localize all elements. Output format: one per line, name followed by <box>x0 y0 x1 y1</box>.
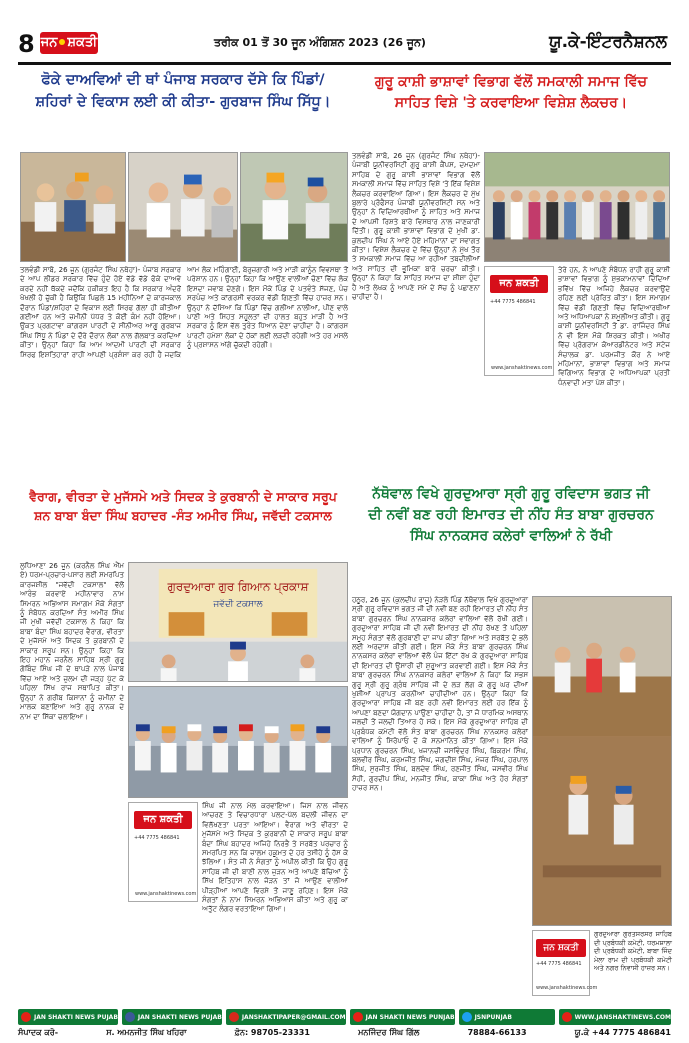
article-2-headline-line-1: ਗੁਰੂ ਕਾਸ਼ੀ ਭਾਸ਼ਾਵਾਂ ਵਿਭਾਗ ਵੱਲੋਂ ਸਮਕਾਲੀ ਸਮਾਜ ਵਿੱਚ <box>374 74 648 90</box>
footer-social-bar <box>18 1009 671 1025</box>
article-3-photo <box>532 596 672 926</box>
globe-icon <box>562 1012 572 1022</box>
article-4-headline-line-2: ਸ਼ਨ ਬਾਬਾ ਬੰਦਾ ਸਿੰਘ ਬਹਾਦਰ -ਸੰਤ ਅਮੀਰ ਸਿੰਘ, ਜਵੱਦੀ ਟਕਸਾਲ <box>34 507 332 523</box>
article-1-headline <box>18 70 348 150</box>
ad-box-4 <box>128 802 198 902</box>
article-4-photo-2 <box>128 686 348 798</box>
section-title: ਯੂ.ਕੇ-ਇੰਟਰਨੈਸ਼ਨਲ <box>549 32 667 52</box>
article-2-headline-line-2: ਸਾਹਿਤ ਵਿਸ਼ੇ 'ਤੇ ਕਰਵਾਇਆ ਵਿਸ਼ੇਸ਼ ਲੈਕਚਰ। <box>394 95 628 111</box>
date-line: ਤਰੀਕ 01 ਤੋਂ 30 ਜੂਨ ਅੰਗਿਸ਼ਨ 2023 (26 ਜੂਨ) <box>214 36 426 49</box>
ad-4-phone: +44 7775 486841 <box>134 835 180 841</box>
article-4-body-left: ਲੁਧਿਆਣਾ 26 ਜੂਨ (ਕਰਨੈਲ ਸਿੰਘ ਐੱਮ ਏ) ਧਰਮ-ਪ੍ਰਚਾਰ-ਪਸਾਰ ਲਈ ਸਮਰਪਿਤ ਕਾਰਜਸ਼ੀਲ "ਜਵੱਦੀ ਟਕਸਾਲ" ਵੱਲੋਂ ਆਰੰਭ ਕਰਵਾਏ ਮਹੀਨਾਵਾਰ ਨਾਮ ਸਿਮਰਨ ਅਭਿਆਸ ਸਮਾਗਮ ਮੌਕੇ ਸੰਗਤਾਂ ਨੂੰ ਸੰਬੋਧਨ ਕਰਦਿਆਂ ਸੰਤ ਅਮੀਰ ਸਿੰਘ ਜੀ ਮੁਖੀ ਜਵੱਦੀ ਟਕਸਾਲ ਨੇ ਕਿਹਾ ਕਿ ਬਾਬਾ ਬੰਦਾ ਸਿੰਘ ਬਹਾਦਰ ਵੈਰਾਗ, ਵੀਰਤਾ ਦੇ ਮੁਜੱਸਮੇ ਅਤੇ ਸਿਦਕ ਤੇ ਕੁਰਬਾਨੀ ਦੇ ਸਾਕਾਰ ਸਰੂਪ ਸਨ। ਉਨ੍ਹਾਂ ਕਿਹਾ ਕਿ ਇਹ ਮਹਾਨ ਜਰਨੈਲ ਸਾਹਿਬ ਸ੍ਰੀ ਗੁਰੂ ਗੋਬਿੰਦ ਸਿੰਘ ਜੀ ਦੇ ਥਾਪੜੇ ਨਾਲ ਪੰਜਾਬ ਵਿੱਚ ਆਏ ਅਤੇ ਜ਼ੁਲਮ ਦੀ ਜੜ੍ਹ ਪੁੱਟ ਕੇ ਪਹਿਲਾ ਸਿੱਖ ਰਾਜ ਸਥਾਪਿਤ ਕੀਤਾ। ਉਨ੍ਹਾਂ ਨੇ ਗਰੀਬ ਕਿਸਾਨਾਂ ਨੂੰ ਜ਼ਮੀਨਾਂ ਦੇ ਮਾਲਕ ਬਣਾਇਆ ਅਤੇ ਗੁਰੂ ਨਾਨਕ ਦੇ ਨਾਮ ਦਾ ਸਿੱਕਾ ਚਲਾਇਆ। <box>20 562 124 721</box>
article-3-photo-caption: ਗੁਰਦੁਆਰਾ ਗੁਰਤਸਰਸਰ ਸਾਹਿਬ ਦੀ ਪ੍ਰਬੰਧਕੀ ਕਮੇਟੀ, ਧਰਮਸ਼ਾਲਾ ਦੀ ਪ੍ਰਬੰਧਕੀ ਕਮੇਟੀ, ਬਾਬਾ ਜਿੰਦ ਮੇਲਾ ਰਾਮ ਦੀ ਪ੍ਰਬੰਧਕੀ ਕਮੇਟੀ ਅਤੇ ਨਗਰ ਨਿਵਾਸੀ ਹਾਜ਼ਰ ਸਨ। <box>594 930 672 973</box>
footer-phone-1: ਫ਼ੋਨ: 98705-23331 <box>234 1028 310 1037</box>
article-4-headline <box>18 488 348 548</box>
article-2-photo <box>484 152 670 262</box>
article-2-body-left: ਤਲਵੰਡੀ ਸਾਬੋ, 26 ਜੂਨ (ਗੁਰਜੰਟ ਸਿੰਘ ਨਥੇਹਾ)- ਪੰਜਾਬੀ ਯੂਨੀਵਰਸਿਟੀ ਗੁਰੂ ਕਾਸ਼ੀ ਕੈਂਪਸ, ਦਮਦਮਾ ਸਾਹਿਬ ਦੇ ਗੁਰੂ ਕਾਸ਼ੀ ਭਾਸ਼ਾਵਾਂ ਵਿਭਾਗ ਵੱਲੋਂ ਸਮਕਾਲੀ ਸਮਾਜ ਵਿੱਚ ਸਾਹਿਤ ਵਿਸ਼ੇ 'ਤੇ ਇੱਕ ਵਿਸ਼ੇਸ਼ ਲੈਕਚਰ ਕਰਵਾਇਆ ਗਿਆ। ਇਸ ਲੈਕਚਰ ਦੇ ਮੁੱਖ ਬੁਲਾਰੇ ਪ੍ਰੋਫੈਸਰ ਪੰਜਾਬੀ ਯੂਨੀਵਰਸਿਟੀ ਸਨ ਅਤੇ ਉਨ੍ਹਾਂ ਨੇ ਵਿਦਿਆਰਥੀਆਂ ਨੂੰ ਸਾਹਿਤ ਅਤੇ ਸਮਾਜ ਦੇ ਆਪਸੀ ਰਿਸ਼ਤੇ ਬਾਰੇ ਵਿਸਥਾਰ ਨਾਲ ਜਾਣਕਾਰੀ ਦਿੱਤੀ। ਗੁਰੂ ਕਾਸ਼ੀ ਭਾਸ਼ਾਵਾਂ ਵਿਭਾਗ ਦੇ ਮੁਖੀ ਡਾ. ਕੁਲਦੀਪ ਸਿੰਘ ਨੇ ਆਏ ਹੋਏ ਮਹਿਮਾਨਾਂ ਦਾ ਸਵਾਗਤ ਕੀਤਾ। ਵਿਸ਼ੇਸ਼ ਲੈਕਚਰ ਦੇ ਵਿੱਚ ਉਨ੍ਹਾਂ ਨੇ ਮੁੱਖ ਤੌਰ ਤੇ ਸਮਕਾਲੀ ਸਮਾਜ ਵਿੱਚ ਆ ਰਹੀਆਂ ਤਬਦੀਲੀਆਂ ਅਤੇ ਸਾਹਿਤ ਦੀ ਭੂਮਿਕਾ ਬਾਰੇ ਚਰਚਾ ਕੀਤੀ। ਉਨ੍ਹਾਂ ਨੇ ਕਿਹਾ ਕਿ ਸਾਹਿਤ ਸਮਾਜ ਦਾ ਸ਼ੀਸ਼ਾ ਹੁੰਦਾ ਹੈ ਅਤੇ ਲੇਖਕ ਨੂੰ ਆਪਣੇ ਸਮੇਂ ਦੇ ਸੱਚ ਨੂੰ ਪਛਾਣਨਾ ਚਾਹੀਦਾ ਹੈ। <box>352 152 480 302</box>
article-1-headline-line-1: ਫੋਕੇ ਦਾਅਵਿਆਂ ਦੀ ਥਾਂ ਪੰਜਾਬ ਸਰਕਾਰ ਦੱਸੇ ਕਿ ਪਿੰਡਾਂ/ <box>41 72 325 88</box>
article-3-body: ਹਠੂਰ, 26 ਜੂਨ (ਕੁਲਦੀਪ ਰਾਜੂ) ਨੇੜਲੇ ਪਿੰਡ ਨੱਥੋਵਾਲ ਵਿਖੇ ਗੁਰਦੁਆਰਾ ਸ੍ਰੀ ਗੁਰੂ ਰਵਿਦਾਸ ਭਗਤ ਜੀ ਦੀ ਨਵੀਂ ਬਣ ਰਹੀ ਇਮਾਰਤ ਦੀ ਨੀਂਹ ਸੰਤ ਬਾਬਾ ਗੁਰਚਰਨ ਸਿੰਘ ਨਾਨਕਸਰ ਕਲੇਰਾਂ ਵਾਲਿਆਂ ਵੱਲੋਂ ਰੱਖੀ ਗਈ। ਗੁਰਦੁਆਰਾ ਸਾਹਿਬ ਜੀ ਦੀ ਨਵੀਂ ਇਮਾਰਤ ਦੀ ਨੀਂਹ ਰੱਖਣ ਤੋਂ ਪਹਿਲਾਂ ਸਮੂਹ ਸੰਗਤਾਂ ਵੱਲੋਂ ਗੁਰਬਾਣੀ ਦਾ ਜਾਪ ਕੀਤਾ ਗਿਆ ਅਤੇ ਸਰਬੱਤ ਦੇ ਭਲੇ ਲਈ ਅਰਦਾਸ ਕੀਤੀ ਗਈ। ਇਸ ਮੌਕੇ ਸੰਤ ਬਾਬਾ ਗੁਰਚਰਨ ਸਿੰਘ ਨਾਨਕਸਰ ਕਲੇਰਾਂ ਵਾਲਿਆਂ ਵੱਲੋਂ ਪੰਜ ਇੱਟਾਂ ਰੱਖ ਕੇ ਗੁਰਦੁਆਰਾ ਸਾਹਿਬ ਦੀ ਇਮਾਰਤ ਦੀ ਉਸਾਰੀ ਦੀ ਸ਼ੁਰੂਆਤ ਕਰਵਾਈ ਗਈ। ਇਸ ਮੌਕੇ ਸੰਤ ਬਾਬਾ ਗੁਰਚਰਨ ਸਿੰਘ ਨਾਨਕਸਰ ਕਲੇਰਾਂ ਵਾਲਿਆਂ ਨੇ ਕਿਹਾ ਕਿ ਸਭਸ ਗੁਰੂ ਸ੍ਰੀ ਗੁਰੂ ਗ੍ਰੰਥ ਸਾਹਿਬ ਜੀ ਦੇ ਲੜ ਲੱਗ ਕੇ ਗੁਰੂ ਘਰ ਦੀਆਂ ਖੁਸ਼ੀਆਂ ਪ੍ਰਾਪਤ ਕਰਨੀਆਂ ਚਾਹੀਦੀਆਂ ਹਨ। ਉਨ੍ਹਾਂ ਕਿਹਾ ਕਿ ਗੁਰਦੁਆਰਾ ਸਾਹਿਬ ਜੀ ਬਣ ਰਹੀ ਨਵੀਂ ਇਮਾਰਤ ਲਈ ਹਰ ਇੱਕ ਨੂੰ ਆਪਣਾ ਬਣਦਾ ਯੋਗਦਾਨ ਪਾਉਣਾ ਚਾਹੀਦਾ ਹੈ, ਤਾਂ ਜੋ ਧਾਰਮਿਕ ਅਸਥਾਨ ਜਲਦੀ ਤੋਂ ਜਲਦੀ ਤਿਆਰ ਹੋ ਸਕੇ। ਇਸ ਮੌਕੇ ਗੁਰਦੁਆਰਾ ਸਾਹਿਬ ਦੀ ਪ੍ਰਬੰਧਕ ਕਮੇਟੀ ਵੱਲੋਂ ਸੰਤ ਬਾਬਾ ਗੁਰਚਰਨ ਸਿੰਘ ਨਾਨਕਸਰ ਕਲੇਰਾਂ ਵਾਲਿਆਂ ਨੂੰ ਸਿਰੋਪਾਓ ਦੇ ਕੇ ਸਨਮਾਨਿਤ ਕੀਤਾ ਗਿਆ। ਇਸ ਮੌਕੇ ਪ੍ਰਧਾਨ ਗੁਰਚਰਨ ਸਿੰਘ, ਖਜਾਨਚੀ ਜਸਵਿੰਦਰ ਸਿੰਘ, ਬਿਕਰਮ ਸਿੰਘ, ਬਲਵੀਰ ਸਿੰਘ, ਕਰਮਜੀਤ ਸਿੰਘ, ਜਗਦੀਸ਼ ਸਿੰਘ, ਮੇਜਰ ਸਿੰਘ, ਹਰਪਾਲ ਸਿੰਘ, ਸੁਰਜੀਤ ਸਿੰਘ, ਬਲਦੇਵ ਸਿੰਘ, ਰਣਜੀਤ ਸਿੰਘ, ਜਸਵੀਰ ਸਿੰਘ ਸੋਹੀ, ਗੁਰਦੀਪ ਸਿੰਘ, ਮਨਜੀਤ ਸਿੰਘ, ਕਾਕਾ ਸਿੰਘ ਅਤੇ ਹੋਰ ਸੰਗਤਾਂ ਹਾਜ਼ਰ ਸਨ। <box>352 596 528 793</box>
footer-item-label: JAN SHAKTI NEWS PUNJAB <box>365 1013 455 1021</box>
ad-1-phone: +44 7775 486841 <box>490 299 536 305</box>
article-1-photo-1 <box>20 152 126 262</box>
footer-editor-label: ਸੰਪਾਦਕ ਕਰੋ- <box>18 1028 59 1037</box>
ad-3-website: www.janshaktinews.com <box>536 985 598 991</box>
ad-box-3 <box>532 930 598 996</box>
article-2-headline <box>352 72 670 150</box>
footer-twitter-link[interactable] <box>459 1009 555 1025</box>
article-2-body-right: ਤੇਰੇ ਹਨ, ਨੇ ਆਪਣੇ ਸੰਬੋਧਨ ਰਾਹੀਂ ਗੁਰੂ ਕਾਸ਼ੀ ਭਾਸ਼ਾਵਾਂ ਵਿਭਾਗ ਨੂੰ ਸ਼ੁਭਕਾਮਨਾਵਾਂ ਦਿੰਦਿਆਂ ਭਵਿੱਖ ਵਿੱਚ ਅਜਿਹੇ ਲੈਕਚਰ ਕਰਵਾਉਂਦੇ ਰਹਿਣ ਲਈ ਪ੍ਰੇਰਿਤ ਕੀਤਾ। ਇਸ ਸਮਾਗਮ ਵਿੱਚ ਵੱਡੀ ਗਿਣਤੀ ਵਿੱਚ ਵਿਦਿਆਰਥੀਆਂ ਅਤੇ ਅਧਿਆਪਕਾਂ ਨੇ ਸ਼ਮੂਲੀਅਤ ਕੀਤੀ। ਗੁਰੂ ਕਾਸ਼ੀ ਯੂਨੀਵਰਸਿਟੀ ਤੋਂ ਡਾ. ਰਾਜਿੰਦਰ ਸਿੰਘ ਨੇ ਵੀ ਇਸ ਮੌਕੇ ਸ਼ਿਰਕਤ ਕੀਤੀ। ਅਖੀਰ ਵਿੱਚ ਪ੍ਰੋਗਰਾਮ ਕੋਆਰਡੀਨੇਟਰ ਅਤੇ ਸਟੇਜ ਸੰਚਾਲਕ ਡਾ. ਪਰਮਜੀਤ ਕੌਰ ਨੇ ਆਏ ਮਹਿਮਾਨਾਂ, ਭਾਸ਼ਾਵਾਂ ਵਿਭਾਗ ਅਤੇ ਸਮਾਜ ਵਿਗਿਆਨ ਵਿਭਾਗ ਦੇ ਅਧਿਆਪਕਾਂ ਪ੍ਰਤੀ ਧੰਨਵਾਦੀ ਮਤਾ ਪੇਸ਼ ਕੀਤਾ। <box>558 266 670 387</box>
article-1-body: ਤਲਵੰਡੀ ਸਾਬੋ, 26 ਜੂਨ (ਗੁਰਜੰਟ ਸਿੰਘ ਨਥੇਹਾ)- ਪੰਜਾਬ ਸਰਕਾਰ ਦੇ ਆਪ ਲੀਡਰ ਸਰਕਾਰ ਵਿੱਚ ਹੁੰਦੇ ਹੋਏ ਵੱਡੇ ਵੱਡੇ ਫੋਕੇ ਦਾਅਵੇ ਕਰਦੇ ਨਹੀਂ ਥੱਕਦੇ ਜਦੋਂਕਿ ਹਕੀਕਤ ਇਹ ਹੈ ਕਿ ਸਰਕਾਰ ਅੰਦਰੋਂ ਖੋਖਲੀ ਹੋ ਚੁੱਕੀ ਹੈ ਕਿਉਂਕਿ ਪਿਛਲੇ 15 ਮਹੀਨਿਆਂ ਦੇ ਕਾਰਜਕਾਲ ਦੌਰਾਨ ਪਿੰਡਾਂ/ਸ਼ਹਿਰਾਂ ਦੇ ਵਿਕਾਸ ਲਈ ਸਿਰਫ ਗੱਲਾਂ ਹੀ ਕੀਤੀਆਂ ਗਈਆਂ ਹਨ ਅਤੇ ਜ਼ਮੀਨੀ ਪੱਧਰ ਤੇ ਕੋਈ ਕੰਮ ਨਹੀਂ ਹੋਇਆ। ਉਕਤ ਪ੍ਰਗਟਾਵਾ ਕਾਂਗਰਸ ਪਾਰਟੀ ਦੇ ਸੀਨੀਅਰ ਆਗੂ ਗੁਰਬਾਜ ਸਿੰਘ ਸਿੱਧੂ ਨੇ ਪਿੰਡਾਂ ਦੇ ਦੌਰੇ ਦੌਰਾਨ ਲੋਕਾਂ ਨਾਲ ਗੱਲਬਾਤ ਕਰਦਿਆਂ ਕੀਤਾ। ਉਨ੍ਹਾਂ ਕਿਹਾ ਕਿ ਆਮ ਆਦਮੀ ਪਾਰਟੀ ਦੀ ਸਰਕਾਰ ਸਿਰਫ ਇਸ਼ਤਿਹਾਰਾਂ ਰਾਹੀਂ ਆਪਣੀ ਪ੍ਰਸ਼ੰਸਾ ਕਰ ਰਹੀ ਹੈ ਜਦਕਿ ਆਮ ਲੋਕ ਮਹਿੰਗਾਈ, ਬੇਰੁਜ਼ਗਾਰੀ ਅਤੇ ਮਾੜੀ ਕਾਨੂੰਨ ਵਿਵਸਥਾ ਤੋਂ ਪਰੇਸ਼ਾਨ ਹਨ। ਉਨ੍ਹਾਂ ਕਿਹਾ ਕਿ ਆਉਣ ਵਾਲੀਆਂ ਚੋਣਾਂ ਵਿੱਚ ਲੋਕ ਇਸਦਾ ਜਵਾਬ ਦੇਣਗੇ। ਇਸ ਮੌਕੇ ਪਿੰਡ ਦੇ ਪਤਵੰਤੇ ਸੱਜਣ, ਪੰਚ ਸਰਪੰਚ ਅਤੇ ਕਾਂਗਰਸੀ ਵਰਕਰ ਵੱਡੀ ਗਿਣਤੀ ਵਿੱਚ ਹਾਜ਼ਰ ਸਨ। ਉਨ੍ਹਾਂ ਨੇ ਦੱਸਿਆ ਕਿ ਪਿੰਡਾਂ ਵਿੱਚ ਗਲੀਆਂ ਨਾਲੀਆਂ, ਪੀਣ ਵਾਲੇ ਪਾਣੀ ਅਤੇ ਸਿਹਤ ਸਹੂਲਤਾਂ ਦੀ ਹਾਲਤ ਬਹੁਤ ਮਾੜੀ ਹੈ ਅਤੇ ਸਰਕਾਰ ਨੂੰ ਇਸ ਵੱਲ ਤੁਰੰਤ ਧਿਆਨ ਦੇਣਾ ਚਾਹੀਦਾ ਹੈ। ਕਾਂਗਰਸ ਪਾਰਟੀ ਹਮੇਸ਼ਾ ਲੋਕਾਂ ਦੇ ਹੱਕਾਂ ਲਈ ਲੜਦੀ ਰਹੇਗੀ ਅਤੇ ਹਰ ਮਸਲੇ ਨੂੰ ਪ੍ਰਸ਼ਾਸਨ ਅੱਗੇ ਚੁੱਕਦੀ ਰਹੇਗੀ। <box>20 266 348 359</box>
youtube-icon <box>353 1012 363 1022</box>
ad-1-website: www.janshaktinews.com <box>491 365 553 371</box>
banner-title: ਗੁਰਦੁਆਰਾ ਗੁਰ ਗਿਆਨ ਪ੍ਰਕਾਸ਼ <box>167 579 309 594</box>
footer-item-label: JSNPUNJAB <box>474 1013 512 1021</box>
article-3-headline-line-2: ਦੀ ਨਵੀਂ ਬਣ ਰਹੀ ਇਮਾਰਤ ਦੀ ਨੀਂਹ ਸੰਤ ਬਾਬਾ ਗੁਰਚਰਨ <box>368 507 654 523</box>
ad-4-website: www.janshaktinews.com <box>135 891 197 897</box>
header-divider <box>18 62 671 65</box>
article-3-headline <box>352 484 670 592</box>
article-1-photo-2 <box>128 152 238 262</box>
ad-1-logo: ਜਨ ਸ਼ਕਤੀ <box>490 275 548 293</box>
footer-item-label: WWW.JANSHAKTINEWS.COM <box>574 1013 671 1021</box>
ad-3-phone: +44 7775 486841 <box>536 961 582 967</box>
logo-dot-icon <box>59 39 65 45</box>
footer-youtube-link[interactable] <box>18 1009 118 1025</box>
page-number: 8 <box>18 30 35 58</box>
footer-contact-line <box>18 1028 671 1038</box>
article-4-headline-line-1: ਵੈਰਾਗ, ਵੀਰਤਾ ਦੇ ਮੁਜੱਸਮੇ ਅਤੇ ਸਿਦਕ ਤੇ ਕੁਰਬਾਨੀ ਦੇ ਸਾਕਾਰ ਸਰੂਪ <box>29 489 337 504</box>
email-icon <box>229 1012 239 1022</box>
facebook-icon <box>125 1012 135 1022</box>
article-1-photo-3 <box>240 152 348 262</box>
footer-email-link[interactable] <box>226 1009 346 1025</box>
article-3-headline-line-3: ਸਿੰਘ ਨਾਨਕਸਰ ਕਲੇਰਾਂ ਵਾਲਿਆਂ ਨੇ ਰੱਖੀ <box>410 528 612 544</box>
footer-item-label: JAN SHAKTI NEWS PUJAB <box>137 1013 222 1021</box>
footer-facebook-link[interactable] <box>122 1009 222 1025</box>
footer-youtube-link-2[interactable] <box>350 1009 455 1025</box>
footer-uk-phone: ਯੂ.ਕੇ +44 7775 486841 <box>574 1028 671 1037</box>
footer-contact-name: ਮਨਜਿੰਦਰ ਸਿੰਘ ਗਿੱਲ <box>358 1028 420 1037</box>
footer-item-label: JANSHAKTIPAPER@GMAIL.COM <box>241 1013 346 1021</box>
article-1-headline-line-2: ਸ਼ਹਿਰਾਂ ਦੇ ਵਿਕਾਸ ਲਈ ਕੀ ਕੀਤਾ- ਗੁਰਬਾਜ ਸਿੰਘ ਸਿੱਧੂ। <box>35 93 331 110</box>
footer-phone-2: 78884-66133 <box>467 1028 527 1037</box>
youtube-icon <box>21 1012 31 1022</box>
ad-3-logo: ਜਨ ਸ਼ਕਤੀ <box>536 939 586 957</box>
footer-item-label: JAN SHAKTI NEWS PUJAB <box>34 1013 118 1021</box>
article-3-headline-line-1: ਨੱਥੋਵਾਲ ਵਿਖੇ ਗੁਰਦੁਆਰਾ ਸ੍ਰੀ ਗੁਰੂ ਰਵਿਦਾਸ ਭਗਤ ਜੀ <box>372 486 650 502</box>
banner-subtitle: ਜਵੱਦੀ ਟਕਸਾਲ <box>213 599 263 610</box>
footer <box>0 1008 689 1043</box>
footer-editor-name: ਸ. ਅਮਨਜੀਤ ਸਿੰਘ ਖਹਿਰਾ <box>106 1028 187 1037</box>
logo-text-right: ਸ਼ਕਤੀ <box>67 35 98 50</box>
newspaper-logo <box>40 32 98 54</box>
article-4-photo-1 <box>128 562 348 682</box>
twitter-icon <box>462 1012 472 1022</box>
ad-4-logo: ਜਨ ਸ਼ਕਤੀ <box>134 811 192 829</box>
ad-box-1 <box>484 266 554 376</box>
article-4-body-right: ਸਿੰਘ ਜੀ ਨਾਲ ਮੇਲ ਕਰਵਾਇਆ। ਜਿਸ ਨਾਲ ਜੀਵਨ ਆਚਰਣ ਤੇ ਵਿਚਾਰਧਾਰਾ ਪਲਟ-ਪੱਲ ਬਦਲੀ ਜੀਵਨ ਦਾ ਵਿਲੱਖਣਤਾ ਪਰਤਾ ਆਇਆ। ਵੈਰਾਗ ਅਤੇ ਵੀਰਤਾ ਦੇ ਮੁਜੱਸਮੇ ਅਤੇ ਸਿਦਕ ਤੇ ਕੁਰਬਾਨੀ ਦੇ ਸਾਕਾਰ ਸਰੂਪ ਬਾਬਾ ਬੰਦਾ ਸਿੰਘ ਬਹਾਦਰ ਅਜਿਹੇ ਨਿਰਭੈ ਤੇ ਸਰਬੱਤ ਪਰਚਾਰ ਨੂੰ ਸਮਰਪਿਤ ਸਨ ਕਿ ਜ਼ਾਲਮ ਹਕੂਮਤ ਦੇ ਹਰ ਤਸੀਹੇ ਨੂੰ ਹੱਸ ਕੇ ਝੱਲਿਆ। ਸੰਤ ਜੀ ਨੇ ਸੰਗਤਾਂ ਨੂੰ ਅਪੀਲ ਕੀਤੀ ਕਿ ਉਹ ਗੁਰੂ ਸਾਹਿਬ ਜੀ ਦੀ ਬਾਣੀ ਨਾਲ ਜੁੜਨ ਅਤੇ ਆਪਣੇ ਬੱਚਿਆਂ ਨੂੰ ਸਿੱਖ ਇਤਿਹਾਸ ਨਾਲ ਜੋੜਨ ਤਾਂ ਜੋ ਆਉਣ ਵਾਲੀਆਂ ਪੀੜ੍ਹੀਆਂ ਆਪਣੇ ਵਿਰਸੇ ਤੋਂ ਜਾਣੂ ਰਹਿਣ। ਇਸ ਮੌਕੇ ਸੰਗਤਾਂ ਨੇ ਨਾਮ ਸਿਮਰਨ ਅਭਿਆਸ ਕੀਤਾ ਅਤੇ ਗੁਰੂ ਕਾ ਅਤੁੱਟ ਲੰਗਰ ਵਰਤਾਇਆ ਗਿਆ। <box>202 802 348 914</box>
logo-text-left: ਜਨ <box>40 35 58 50</box>
footer-website-link[interactable] <box>559 1009 671 1025</box>
